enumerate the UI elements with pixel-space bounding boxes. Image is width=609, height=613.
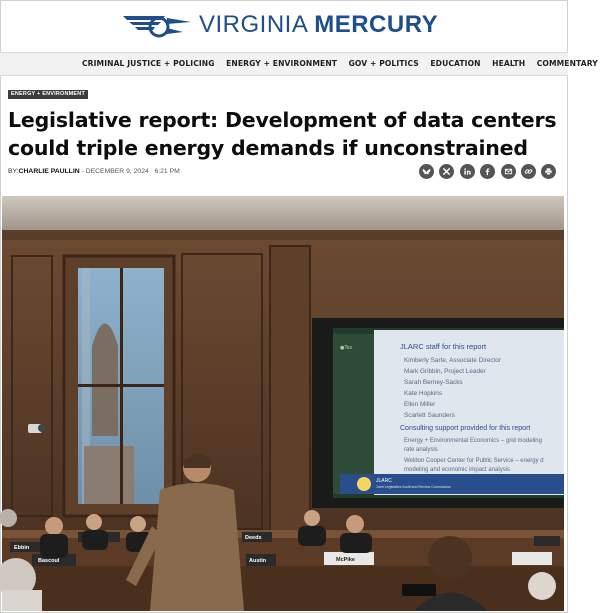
x-icon[interactable] — [439, 164, 454, 179]
svg-text:●Tex: ●Tex — [340, 345, 353, 351]
svg-text:Deeds: Deeds — [245, 535, 262, 541]
byline-separator: - — [79, 168, 86, 175]
category-tag[interactable]: ENERGY + ENVIRONMENT — [8, 90, 88, 99]
svg-text:Joint Legislative Audit and Re: Joint Legislative Audit and Review Commission — [376, 485, 452, 489]
nav-item-energy-environment[interactable]: ENERGY + ENVIRONMENT — [226, 59, 338, 68]
nav-item-gov-politics[interactable]: GOV + POLITICS — [348, 59, 419, 68]
article-featured-image[interactable] — [2, 196, 564, 611]
publish-date: DECEMBER 9, 2024 — [85, 168, 149, 175]
main-nav — [0, 52, 598, 76]
publish-time: 6:21 PM — [154, 168, 180, 175]
svg-text:Consulting support provided fo: Consulting support provided for this report — [400, 425, 531, 432]
facebook-icon[interactable] — [480, 164, 495, 179]
author-link[interactable]: CHARLIE PAULLIN — [18, 168, 80, 175]
svg-text:Energy + Environmental Economi: Energy + Environmental Economics – grid modeling — [404, 438, 542, 444]
nav-item-commentary[interactable]: COMMENTARY — [536, 59, 598, 68]
link-icon[interactable] — [521, 164, 536, 179]
svg-text:Ebbin: Ebbin — [14, 545, 30, 551]
svg-text:modeling and economic impact a: modeling and economic impact analysis — [404, 467, 511, 473]
bluesky-icon[interactable] — [419, 164, 434, 179]
nav-item-criminal-justice[interactable]: CRIMINAL JUSTICE + POLICING — [82, 59, 215, 68]
svg-text:Scarlett Saunders: Scarlett Saunders — [404, 412, 455, 419]
print-icon[interactable] — [541, 164, 556, 179]
nav-item-education[interactable]: EDUCATION — [430, 59, 481, 68]
hearing-room-photo — [2, 196, 564, 611]
svg-text:Weldon Cooper Center for Publi: Weldon Cooper Center for Public Service – energy d — [404, 458, 544, 464]
svg-text:Mark Gribbin, Project Leader: Mark Gribbin, Project Leader — [404, 368, 486, 375]
article-headline: Legislative report: Development of data centers could triple energy demands if unconstrained — [8, 108, 557, 160]
share-bar — [419, 164, 562, 179]
linkedin-icon[interactable] — [460, 164, 475, 179]
site-name — [199, 10, 438, 40]
svg-text:JLARC: JLARC — [376, 478, 392, 484]
email-icon[interactable] — [501, 164, 516, 179]
svg-text:rate analysis: rate analysis — [404, 447, 438, 453]
site-logo[interactable] — [121, 9, 438, 41]
svg-text:Bascoul: Bascoul — [38, 558, 60, 564]
svg-text:Ellen Miller: Ellen Miller — [404, 401, 436, 408]
site-name-part2: MERCURY — [314, 11, 439, 38]
byline-prefix: BY: — [8, 168, 19, 175]
site-name-part1: VIRGINIA — [199, 11, 308, 38]
slide-heading: JLARC staff for this report — [400, 342, 487, 351]
masthead — [0, 0, 568, 50]
winged-mercury-icon — [121, 10, 193, 40]
byline — [8, 168, 180, 175]
svg-text:Sarah Berney-Sacks: Sarah Berney-Sacks — [404, 379, 463, 386]
svg-text:Kimberly Sarte, Associate Dire: Kimberly Sarte, Associate Director — [404, 357, 501, 364]
svg-text:Austin: Austin — [249, 558, 267, 564]
nav-item-health[interactable]: HEALTH — [492, 59, 526, 68]
svg-text:Kate Hopkins: Kate Hopkins — [404, 390, 443, 397]
svg-text:McPike: McPike — [336, 557, 355, 563]
